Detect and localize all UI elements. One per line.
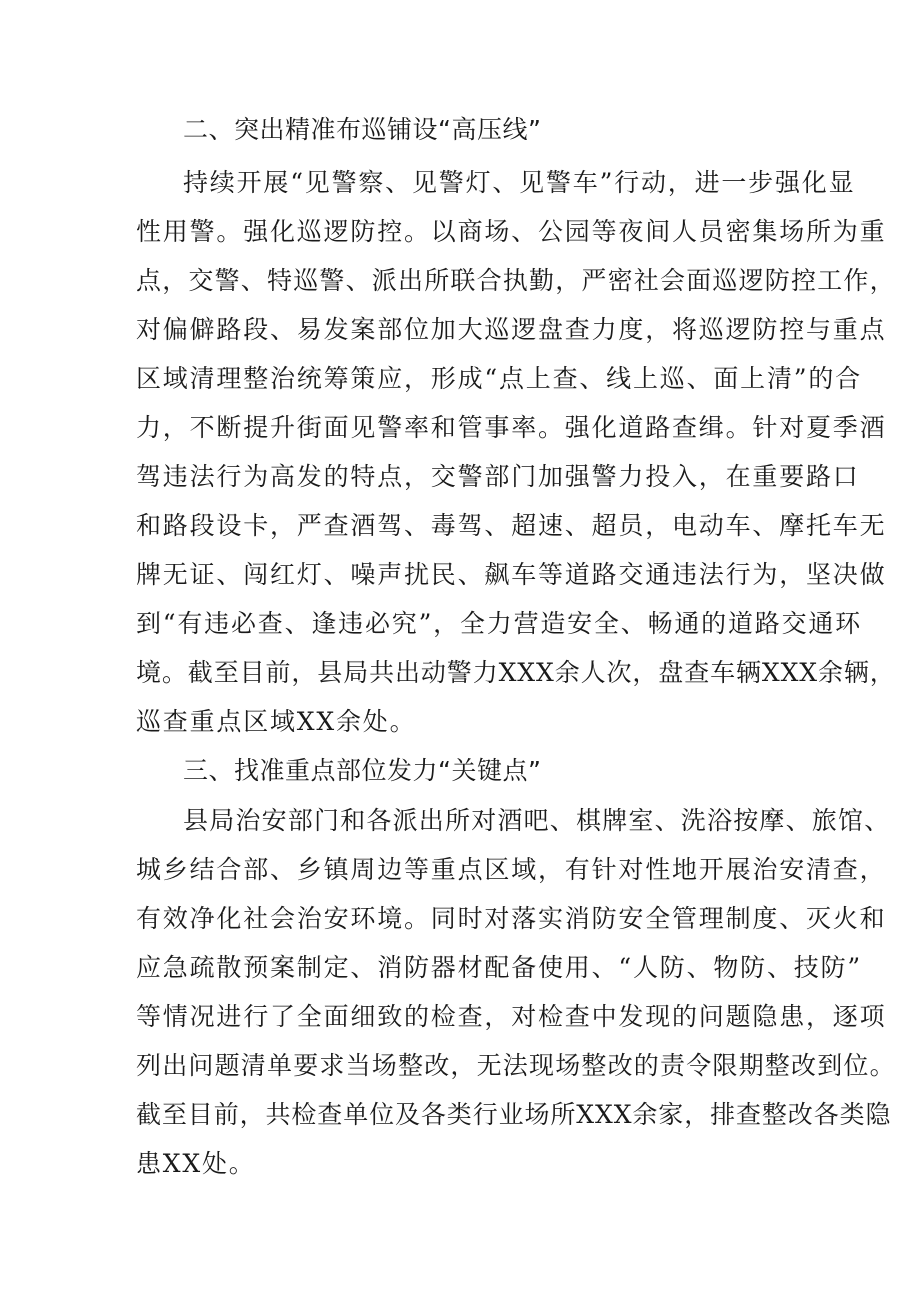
paragraph-line: 和路段设卡，严查酒驾、毒驾、超速、超员，电动车、摩托车无: [136, 511, 887, 540]
paragraph-line: 县局治安部门和各派出所对酒吧、棋牌室、洗浴按摩、旅馆、: [183, 806, 891, 835]
paragraph-line: 截至目前，共检查单位及各类行业场所XXX余家，排查整改各类隐: [136, 1100, 892, 1129]
paragraph-line: 列出问题清单要求当场整改，无法现场整改的责令限期整改到位。: [136, 1051, 896, 1080]
paragraph-line: 到“有违必查、逢违必究”，全力营造安全、畅通的道路交通环: [136, 609, 862, 638]
paragraph-line: 巡查重点区域XX余处。: [136, 707, 417, 736]
paragraph-line: 对偏僻路段、易发案部位加大巡逻盘查力度，将巡逻防控与重点: [136, 315, 887, 344]
paragraph-line: 等情况进行了全面细致的检查，对检查中发现的问题隐患，逐项: [136, 1002, 887, 1031]
paragraph-line: 驾违法行为高发的特点，交警部门加强警力投入，在重要路口: [136, 462, 860, 491]
paragraph-line: 有效净化社会治安环境。同时对落实消防安全管理制度、灭火和: [136, 904, 887, 933]
paragraph-line: 性用警。强化巡逻防控。以商场、公园等夜间人员密集场所为重: [136, 217, 887, 246]
paragraph-line: 持续开展“见警察、见警灯、见警车”行动，进一步强化显: [183, 168, 856, 197]
section-heading-3: 三、找准重点部位发力“关键点”: [183, 756, 542, 785]
paragraph-line: 患XX处。: [136, 1149, 256, 1178]
paragraph-line: 牌无证、闯红灯、噪声扰民、飙车等道路交通违法行为，坚决做: [136, 560, 887, 589]
section-heading-2: 二、突出精准布巡铺设“高压线”: [183, 115, 542, 144]
paragraph-line: 区域清理整治统筹策应，形成“点上查、线上巡、面上清”的合: [136, 364, 862, 393]
paragraph-line: 城乡结合部、乡镇周边等重点区域，有针对性地开展治安清查，: [136, 855, 887, 884]
paragraph-line: 应急疏散预案制定、消防器材配备使用、“人防、物防、技防”: [136, 953, 862, 982]
paragraph-line: 境。截至目前，县局共出动警力XXX余人次，盘查车辆XXX余辆，: [136, 658, 896, 687]
paragraph-line: 力，不断提升街面见警率和管事率。强化道路查缉。针对夏季酒: [136, 413, 887, 442]
paragraph-line: 点，交警、特巡警、派出所联合执勤，严密社会面巡逻防控工作，: [136, 266, 896, 295]
